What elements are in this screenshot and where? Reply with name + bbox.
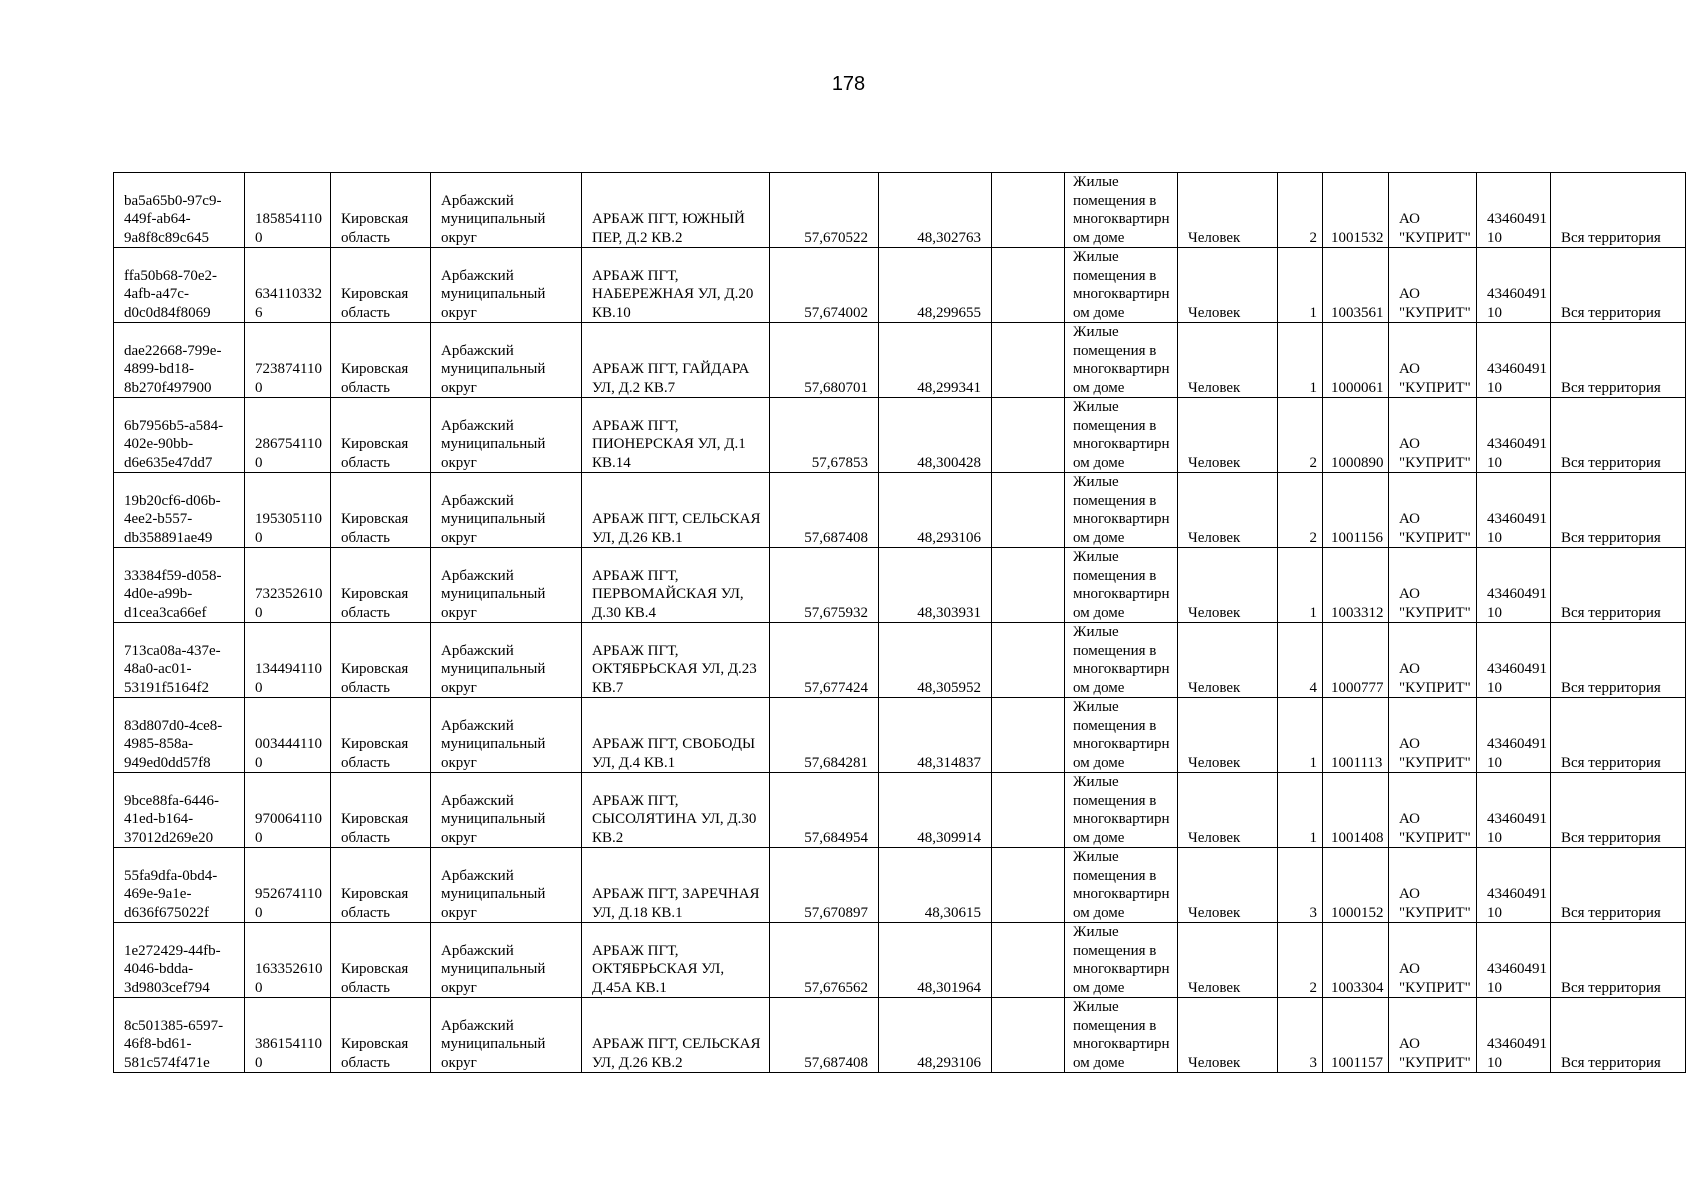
cell-latitude: 57,677424 [770, 623, 879, 698]
cell-premises-type: Жилые помещения в многоквартирном доме [1065, 473, 1178, 548]
cell-region: Кировская область [331, 323, 431, 398]
cell-code: 1953051100 [245, 473, 331, 548]
cell-unit: Человек [1178, 248, 1278, 323]
cell-count: 2 [1278, 923, 1323, 998]
cell-premises-type: Жилые помещения в многоквартирном доме [1065, 773, 1178, 848]
cell-unit: Человек [1178, 698, 1278, 773]
cell-record-id: 713ca08a-437e-48a0-ac01-53191f5164f2 [114, 623, 245, 698]
cell-record-id: 55fa9dfa-0bd4-469e-9a1e-d636f675022f [114, 848, 245, 923]
cell-territory: Вся территория [1551, 698, 1686, 773]
cell-record-id: 83d807d0-4ce8-4985-858a-949ed0dd57f8 [114, 698, 245, 773]
cell-empty [992, 923, 1065, 998]
cell-organization: АО "КУПРИТ" [1389, 473, 1477, 548]
cell-premises-type: Жилые помещения в многоквартирном доме [1065, 548, 1178, 623]
cell-inn: 4346049110 [1477, 548, 1551, 623]
cell-region: Кировская область [331, 923, 431, 998]
cell-territory: Вся территория [1551, 548, 1686, 623]
cell-region: Кировская область [331, 398, 431, 473]
cell-empty [992, 548, 1065, 623]
cell-record-id: 19b20cf6-d06b-4ee2-b557-db358891ae49 [114, 473, 245, 548]
cell-longitude: 48,299341 [879, 323, 992, 398]
cell-premises-type: Жилые помещения в многоквартирном доме [1065, 848, 1178, 923]
table-row [114, 848, 1686, 923]
cell-address: АРБАЖ ПГТ, ГАЙДАРА УЛ, Д.2 КВ.7 [582, 323, 770, 398]
cell-region: Кировская область [331, 623, 431, 698]
cell-count: 1 [1278, 698, 1323, 773]
cell-empty [992, 623, 1065, 698]
cell-record-id: 8c501385-6597-46f8-bd61-581c574f471e [114, 998, 245, 1073]
cell-district: Арбажский муниципальный округ [431, 923, 582, 998]
cell-code: 7238741100 [245, 323, 331, 398]
cell-inn: 4346049110 [1477, 923, 1551, 998]
cell-address: АРБАЖ ПГТ, СЕЛЬСКАЯ УЛ, Д.26 КВ.2 [582, 998, 770, 1073]
cell-count: 1 [1278, 323, 1323, 398]
cell-longitude: 48,293106 [879, 998, 992, 1073]
registry-table [113, 172, 1686, 1073]
cell-latitude: 57,680701 [770, 323, 879, 398]
page-number: 178 [831, 73, 866, 95]
table-row [114, 398, 1686, 473]
cell-region: Кировская область [331, 773, 431, 848]
cell-address: АРБАЖ ПГТ, ОКТЯБРЬСКАЯ УЛ, Д.45А КВ.1 [582, 923, 770, 998]
cell-organization: АО "КУПРИТ" [1389, 848, 1477, 923]
cell-code: 6341103326 [245, 248, 331, 323]
cell-code: 7323526100 [245, 548, 331, 623]
cell-latitude: 57,670897 [770, 848, 879, 923]
cell-district: Арбажский муниципальный округ [431, 998, 582, 1073]
cell-unit: Человек [1178, 923, 1278, 998]
cell-region: Кировская область [331, 173, 431, 248]
cell-empty [992, 398, 1065, 473]
cell-empty [992, 173, 1065, 248]
cell-record-id: 9bce88fa-6446-41ed-b164-37012d269e20 [114, 773, 245, 848]
cell-premises-type: Жилые помещения в многоквартирном доме [1065, 173, 1178, 248]
cell-address: АРБАЖ ПГТ, СЕЛЬСКАЯ УЛ, Д.26 КВ.1 [582, 473, 770, 548]
cell-longitude: 48,314837 [879, 698, 992, 773]
cell-district: Арбажский муниципальный округ [431, 248, 582, 323]
cell-region: Кировская область [331, 848, 431, 923]
cell-count: 3 [1278, 848, 1323, 923]
cell-region: Кировская область [331, 473, 431, 548]
cell-empty [992, 323, 1065, 398]
cell-premises-type: Жилые помещения в многоквартирном доме [1065, 398, 1178, 473]
cell-premises-type: Жилые помещения в многоквартирном доме [1065, 998, 1178, 1073]
cell-unit: Человек [1178, 323, 1278, 398]
cell-district: Арбажский муниципальный округ [431, 623, 582, 698]
cell-latitude: 57,687408 [770, 473, 879, 548]
cell-account: 1001532 [1323, 173, 1389, 248]
cell-account: 1003312 [1323, 548, 1389, 623]
cell-address: АРБАЖ ПГТ, ПИОНЕРСКАЯ УЛ, Д.1 КВ.14 [582, 398, 770, 473]
cell-territory: Вся территория [1551, 173, 1686, 248]
cell-unit: Человек [1178, 848, 1278, 923]
cell-unit: Человек [1178, 998, 1278, 1073]
cell-territory: Вся территория [1551, 323, 1686, 398]
cell-district: Арбажский муниципальный округ [431, 323, 582, 398]
cell-territory: Вся территория [1551, 923, 1686, 998]
cell-address: АРБАЖ ПГТ, НАБЕРЕЖНАЯ УЛ, Д.20 КВ.10 [582, 248, 770, 323]
cell-organization: АО "КУПРИТ" [1389, 923, 1477, 998]
cell-empty [992, 473, 1065, 548]
cell-district: Арбажский муниципальный округ [431, 773, 582, 848]
cell-inn: 4346049110 [1477, 248, 1551, 323]
cell-latitude: 57,670522 [770, 173, 879, 248]
table-row [114, 473, 1686, 548]
cell-account: 1001157 [1323, 998, 1389, 1073]
cell-account: 1001408 [1323, 773, 1389, 848]
cell-territory: Вся территория [1551, 848, 1686, 923]
cell-account: 1001113 [1323, 698, 1389, 773]
cell-longitude: 48,301964 [879, 923, 992, 998]
cell-account: 1001156 [1323, 473, 1389, 548]
cell-organization: АО "КУПРИТ" [1389, 698, 1477, 773]
cell-territory: Вся территория [1551, 398, 1686, 473]
cell-district: Арбажский муниципальный округ [431, 848, 582, 923]
cell-longitude: 48,305952 [879, 623, 992, 698]
cell-record-id: 1e272429-44fb-4046-bdda-3d9803cef794 [114, 923, 245, 998]
cell-district: Арбажский муниципальный округ [431, 173, 582, 248]
table-row [114, 923, 1686, 998]
cell-record-id: 6b7956b5-a584-402e-90bb-d6e635e47dd7 [114, 398, 245, 473]
cell-latitude: 57,676562 [770, 923, 879, 998]
cell-address: АРБАЖ ПГТ, ПЕРВОМАЙСКАЯ УЛ, Д.30 КВ.4 [582, 548, 770, 623]
cell-district: Арбажский муниципальный округ [431, 473, 582, 548]
cell-empty [992, 998, 1065, 1073]
cell-address: АРБАЖ ПГТ, ОКТЯБРЬСКАЯ УЛ, Д.23 КВ.7 [582, 623, 770, 698]
cell-premises-type: Жилые помещения в многоквартирном доме [1065, 323, 1178, 398]
cell-address: АРБАЖ ПГТ, ЮЖНЫЙ ПЕР, Д.2 КВ.2 [582, 173, 770, 248]
cell-longitude: 48,300428 [879, 398, 992, 473]
table-row [114, 998, 1686, 1073]
cell-territory: Вся территория [1551, 248, 1686, 323]
cell-record-id: dae22668-799e-4899-bd18-8b270f497900 [114, 323, 245, 398]
cell-latitude: 57,684281 [770, 698, 879, 773]
cell-latitude: 57,687408 [770, 998, 879, 1073]
cell-empty [992, 248, 1065, 323]
cell-account: 1000777 [1323, 623, 1389, 698]
cell-code: 1344941100 [245, 623, 331, 698]
cell-premises-type: Жилые помещения в многоквартирном доме [1065, 698, 1178, 773]
table-row [114, 173, 1686, 248]
table-row [114, 623, 1686, 698]
cell-territory: Вся территория [1551, 473, 1686, 548]
cell-premises-type: Жилые помещения в многоквартирном доме [1065, 248, 1178, 323]
table-row [114, 698, 1686, 773]
cell-record-id: ffa50b68-70e2-4afb-a47c-d0c0d84f8069 [114, 248, 245, 323]
cell-organization: АО "КУПРИТ" [1389, 323, 1477, 398]
cell-count: 2 [1278, 473, 1323, 548]
cell-inn: 4346049110 [1477, 323, 1551, 398]
cell-account: 1003561 [1323, 248, 1389, 323]
cell-district: Арбажский муниципальный округ [431, 398, 582, 473]
cell-unit: Человек [1178, 473, 1278, 548]
cell-count: 2 [1278, 173, 1323, 248]
cell-code: 2867541100 [245, 398, 331, 473]
cell-count: 4 [1278, 623, 1323, 698]
cell-latitude: 57,684954 [770, 773, 879, 848]
cell-organization: АО "КУПРИТ" [1389, 398, 1477, 473]
cell-organization: АО "КУПРИТ" [1389, 998, 1477, 1073]
cell-empty [992, 773, 1065, 848]
cell-district: Арбажский муниципальный округ [431, 548, 582, 623]
cell-inn: 4346049110 [1477, 473, 1551, 548]
cell-code: 1633526100 [245, 923, 331, 998]
cell-address: АРБАЖ ПГТ, СЫСОЛЯТИНА УЛ, Д.30 КВ.2 [582, 773, 770, 848]
cell-premises-type: Жилые помещения в многоквартирном доме [1065, 623, 1178, 698]
cell-inn: 4346049110 [1477, 398, 1551, 473]
cell-unit: Человек [1178, 173, 1278, 248]
cell-code: 1858541100 [245, 173, 331, 248]
cell-code: 0034441100 [245, 698, 331, 773]
cell-latitude: 57,674002 [770, 248, 879, 323]
cell-count: 3 [1278, 998, 1323, 1073]
cell-territory: Вся территория [1551, 623, 1686, 698]
cell-longitude: 48,293106 [879, 473, 992, 548]
cell-district: Арбажский муниципальный округ [431, 698, 582, 773]
cell-longitude: 48,309914 [879, 773, 992, 848]
cell-code: 9526741100 [245, 848, 331, 923]
cell-account: 1000890 [1323, 398, 1389, 473]
registry-body [114, 173, 1686, 1073]
cell-inn: 4346049110 [1477, 173, 1551, 248]
cell-longitude: 48,30615 [879, 848, 992, 923]
cell-unit: Человек [1178, 623, 1278, 698]
cell-code: 9700641100 [245, 773, 331, 848]
cell-count: 2 [1278, 398, 1323, 473]
cell-longitude: 48,303931 [879, 548, 992, 623]
cell-inn: 4346049110 [1477, 848, 1551, 923]
cell-region: Кировская область [331, 998, 431, 1073]
table-row [114, 323, 1686, 398]
cell-latitude: 57,67853 [770, 398, 879, 473]
cell-premises-type: Жилые помещения в многоквартирном доме [1065, 923, 1178, 998]
cell-empty [992, 848, 1065, 923]
cell-unit: Человек [1178, 773, 1278, 848]
cell-latitude: 57,675932 [770, 548, 879, 623]
table-row [114, 248, 1686, 323]
cell-organization: АО "КУПРИТ" [1389, 623, 1477, 698]
table-row [114, 548, 1686, 623]
cell-inn: 4346049110 [1477, 698, 1551, 773]
cell-account: 1003304 [1323, 923, 1389, 998]
cell-region: Кировская область [331, 548, 431, 623]
cell-count: 1 [1278, 548, 1323, 623]
cell-count: 1 [1278, 248, 1323, 323]
cell-unit: Человек [1178, 398, 1278, 473]
cell-address: АРБАЖ ПГТ, ЗАРЕЧНАЯ УЛ, Д.18 КВ.1 [582, 848, 770, 923]
cell-code: 3861541100 [245, 998, 331, 1073]
cell-organization: АО "КУПРИТ" [1389, 173, 1477, 248]
table-row [114, 773, 1686, 848]
cell-territory: Вся территория [1551, 998, 1686, 1073]
cell-record-id: 33384f59-d058-4d0e-a99b-d1cea3ca66ef [114, 548, 245, 623]
cell-organization: АО "КУПРИТ" [1389, 248, 1477, 323]
cell-territory: Вся территория [1551, 773, 1686, 848]
cell-longitude: 48,302763 [879, 173, 992, 248]
cell-account: 1000061 [1323, 323, 1389, 398]
cell-region: Кировская область [331, 698, 431, 773]
cell-region: Кировская область [331, 248, 431, 323]
cell-organization: АО "КУПРИТ" [1389, 773, 1477, 848]
cell-longitude: 48,299655 [879, 248, 992, 323]
cell-organization: АО "КУПРИТ" [1389, 548, 1477, 623]
cell-inn: 4346049110 [1477, 773, 1551, 848]
cell-address: АРБАЖ ПГТ, СВОБОДЫ УЛ, Д.4 КВ.1 [582, 698, 770, 773]
cell-record-id: ba5a65b0-97c9-449f-ab64-9a8f8c89c645 [114, 173, 245, 248]
cell-inn: 4346049110 [1477, 998, 1551, 1073]
cell-account: 1000152 [1323, 848, 1389, 923]
cell-empty [992, 698, 1065, 773]
cell-inn: 4346049110 [1477, 623, 1551, 698]
cell-unit: Человек [1178, 548, 1278, 623]
cell-count: 1 [1278, 773, 1323, 848]
